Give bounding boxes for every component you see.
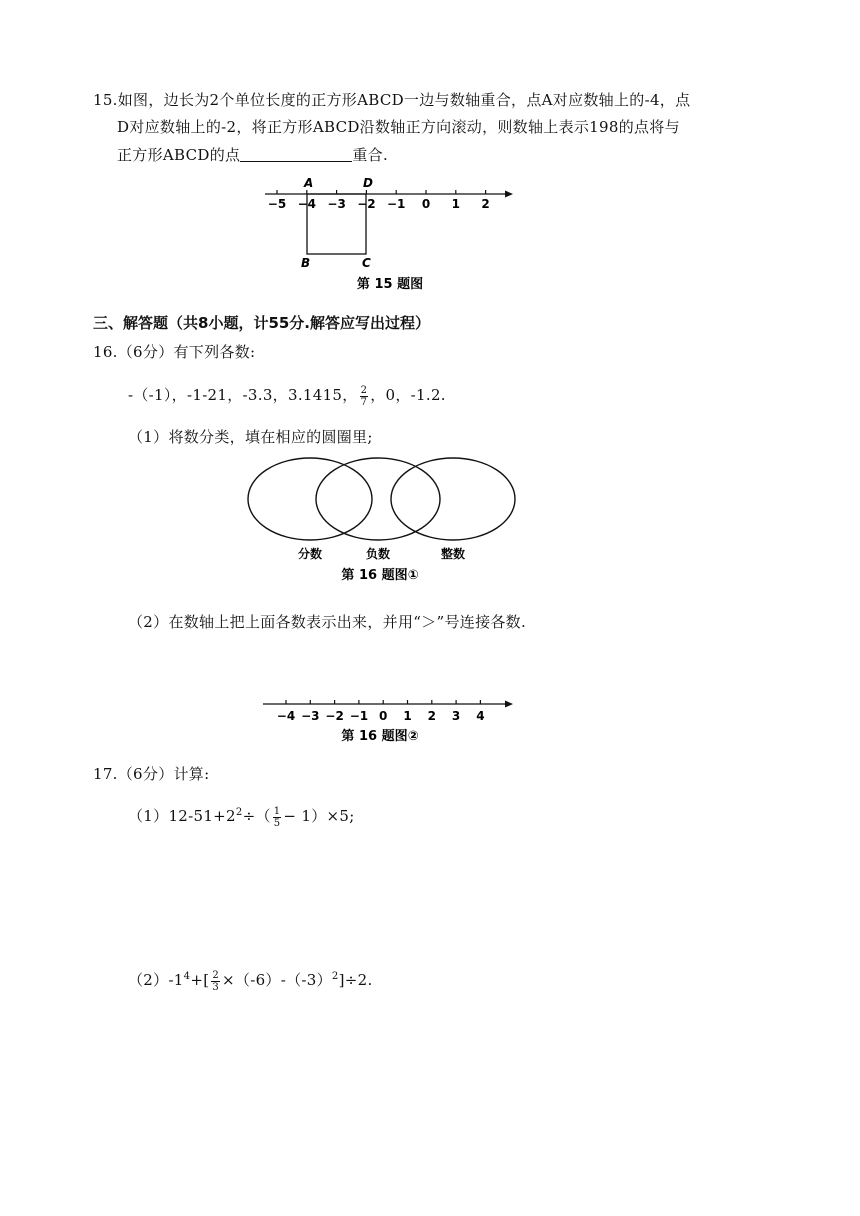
label-negative: 负数 — [365, 547, 391, 561]
q15-axis-tick-label: −1 — [386, 197, 406, 211]
fraction-numerator: 2 — [212, 969, 220, 981]
q16-axis-tick-label: 2 — [427, 709, 436, 723]
q15-axis-ticks — [268, 190, 490, 211]
q15-axis-tick-label: −2 — [357, 197, 376, 211]
q16-title: 16.（6分）有下列各数: — [93, 343, 256, 361]
q16-axis-tick-label: −4 — [276, 709, 296, 723]
label-integer: 整数 — [440, 547, 466, 561]
q17-title: 17.（6分）计算: — [93, 765, 210, 783]
fraction-numerator: 1 — [273, 805, 281, 817]
q17-p2-exponent: 4 — [183, 971, 191, 982]
q16-axis-tick-label: −3 — [301, 709, 320, 723]
q15-axis-tick-label: 0 — [421, 197, 431, 211]
q16-axis-tick-label: 0 — [379, 709, 388, 723]
fraction-denominator: 7 — [360, 396, 368, 408]
section-heading: 三、解答题（共8小题，计55分.解答应写出过程） — [93, 314, 431, 332]
q15-line1: 15.如图，边长为2个单位长度的正方形ABCD一边与数轴重合，点A对应数轴上的-4，点 — [93, 91, 691, 109]
venn-diagram — [240, 455, 525, 585]
q16-numbers-post: ，0，-1.2. — [370, 386, 446, 404]
q15-figure — [255, 170, 525, 295]
label-fraction: 分数 — [297, 547, 323, 561]
q16-numbers-pre: -（-1），-1-21，-3.3，3.1415， — [128, 386, 358, 404]
q16-number-line — [255, 690, 525, 752]
vertex-a: A — [304, 176, 314, 190]
q17-p2-exponent2: 2 — [331, 971, 339, 982]
fraction-1-5 — [273, 806, 282, 829]
axis-arrow — [505, 701, 513, 708]
q17-p2-mid: +[ — [190, 971, 210, 989]
q15-axis-tick-label: −3 — [327, 197, 346, 211]
q16-part2: （2）在数轴上把上面各数表示出来，并用“＞”号连接各数. — [128, 613, 527, 631]
fraction-denominator: 5 — [273, 817, 281, 829]
fraction-numerator: 2 — [360, 384, 368, 396]
vertex-d: D — [363, 176, 373, 190]
q15-axis-tick-label: −5 — [267, 197, 287, 211]
q16-axis-tick-label: −1 — [349, 709, 369, 723]
q16-part1: （1）将数分类，填在相应的圆圈里; — [128, 428, 373, 446]
axis-caption: 第 16 题图② — [341, 729, 419, 744]
q16-numbers — [128, 383, 446, 408]
q17-p2-mid2: ×（-6）-（-3） — [222, 971, 332, 989]
q15-line2: D对应数轴上的-2，将正方形ABCD沿数轴正方向滚动，则数轴上表示198的点将与 — [117, 118, 680, 136]
q15-line3-pre: 正方形ABCD的点 — [117, 146, 241, 164]
q17-part2 — [128, 968, 373, 993]
q17-p1-exponent: 2 — [235, 807, 243, 818]
fraction-2-3 — [211, 970, 220, 993]
q16-axis-tick-label: 4 — [476, 709, 485, 723]
q17-p2-post: ]÷2. — [338, 971, 373, 989]
vertex-c: C — [362, 256, 371, 270]
venn-caption: 第 16 题图① — [341, 568, 419, 583]
q15-axis-tick-label: −4 — [297, 197, 317, 211]
q17-p1-post: − 1）×5; — [283, 807, 355, 825]
fraction-denominator: 3 — [212, 981, 220, 993]
negative-circle — [316, 458, 440, 540]
q16-axis-tick-label: −2 — [325, 709, 344, 723]
q17-p1-mid: ÷（ — [242, 807, 271, 825]
q15-line3 — [117, 143, 388, 167]
fraction-circle — [248, 458, 372, 540]
axis-arrow — [505, 191, 513, 198]
q15-axis-tick-label: 2 — [481, 197, 490, 211]
q15-axis-tick-label: 1 — [451, 197, 460, 211]
integer-circle — [391, 458, 515, 540]
answer-blank — [240, 145, 352, 162]
q17-p2-pre: （2）-1 — [128, 971, 184, 989]
vertex-b: B — [301, 256, 311, 270]
q16-axis-tick-label: 3 — [451, 709, 461, 723]
q17-p1-pre: （1）12-51+2 — [128, 807, 236, 825]
q15-caption: 第 15 题图 — [356, 277, 424, 292]
fraction-2-7 — [360, 385, 369, 408]
q17-part1 — [128, 804, 355, 829]
q15-line3-post: 重合. — [352, 146, 389, 164]
q16-axis-tick-label: 1 — [403, 709, 412, 723]
